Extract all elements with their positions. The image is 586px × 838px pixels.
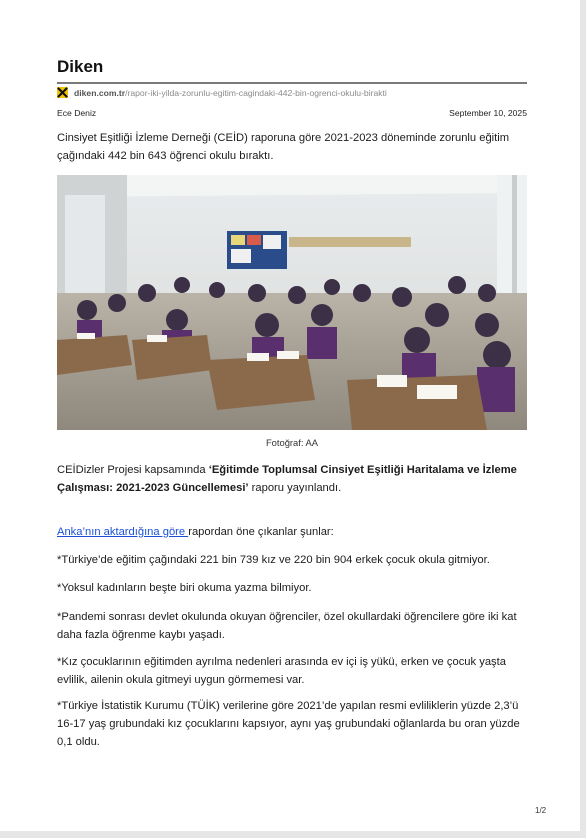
intro-paragraph	[57, 461, 527, 497]
intro-text: CEİDizler Projesi kapsamında	[57, 464, 209, 476]
lead-paragraph: Cinsiyet Eşitliği İzleme Derneği (CEİD) raporuna göre 2021-2023 döneminde zorunlu eğitim çağındaki 442 bin 643 öğrenci okulu bıraktı.	[57, 132, 510, 162]
highlights-intro	[57, 523, 527, 541]
header-rule	[57, 82, 527, 84]
intro-text-end: raporu yayınlandı.	[248, 482, 342, 494]
site-title: Diken	[57, 57, 104, 76]
page-number: 1/2	[535, 806, 547, 815]
page-edge-right	[580, 0, 586, 838]
source-path[interactable]: /rapor-iki-yilda-zorunlu-egitim-cagindaki-442-bin-ogrenci-okulu-birakti	[125, 87, 387, 98]
highlights-text: rapordan öne çıkanlar şunlar:	[188, 526, 334, 538]
bullet-item: *Türkiye’de eğitim çağındaki 221 bin 739 kız ve 220 bin 904 erkek çocuk okula gitmiyor.	[57, 554, 490, 566]
report-title: ‘Eğitimde Toplumsal Cinsiyet Eşitliği Haritalama ve İzleme Çalışması: 2021-2023 Güncellemesi’	[57, 464, 517, 494]
author-name: Ece Deniz	[57, 108, 97, 118]
page-edge-bottom	[0, 831, 586, 838]
source-domain[interactable]: diken.com.tr	[74, 87, 126, 98]
diken-logo-icon	[57, 87, 68, 98]
anka-source-link[interactable]: Anka’nın aktardığına göre	[57, 526, 189, 538]
photo-caption: Fotoğraf: AA	[265, 437, 319, 448]
bullet-item: *Yoksul kadınların beşte biri okuma yazma bilmiyor.	[57, 582, 312, 594]
bullet-item: *Pandemi sonrası devlet okulunda okuyan öğrenciler, özel okullardaki öğrencilere göre iki kat daha fazla öğrenme kaybı yaşadı.	[57, 611, 517, 641]
bullet-item: *Kız çocuklarının eğitimden ayrılma nedenleri arasında ev içi iş yükü, erken ve çocuk yaşta evlilik, ailenin okula gitmeyi uygun görmemesi var.	[57, 656, 506, 686]
classroom-photo	[57, 175, 527, 430]
article-meta	[57, 108, 527, 118]
source-url[interactable]	[57, 87, 387, 98]
bullet-item: *Türkiye İstatistik Kurumu (TÜİK) verilerine göre 2021’de yapılan resmi evliliklerin yüzde 2,3’ü 16-17 yaş grubundaki kız çocuklarını kapsıyor, aynı yaş grubundaki oğlanlarda bu oran yüzde 0,1 oldu.	[57, 700, 520, 748]
publish-date: September 10, 2025	[449, 108, 527, 118]
